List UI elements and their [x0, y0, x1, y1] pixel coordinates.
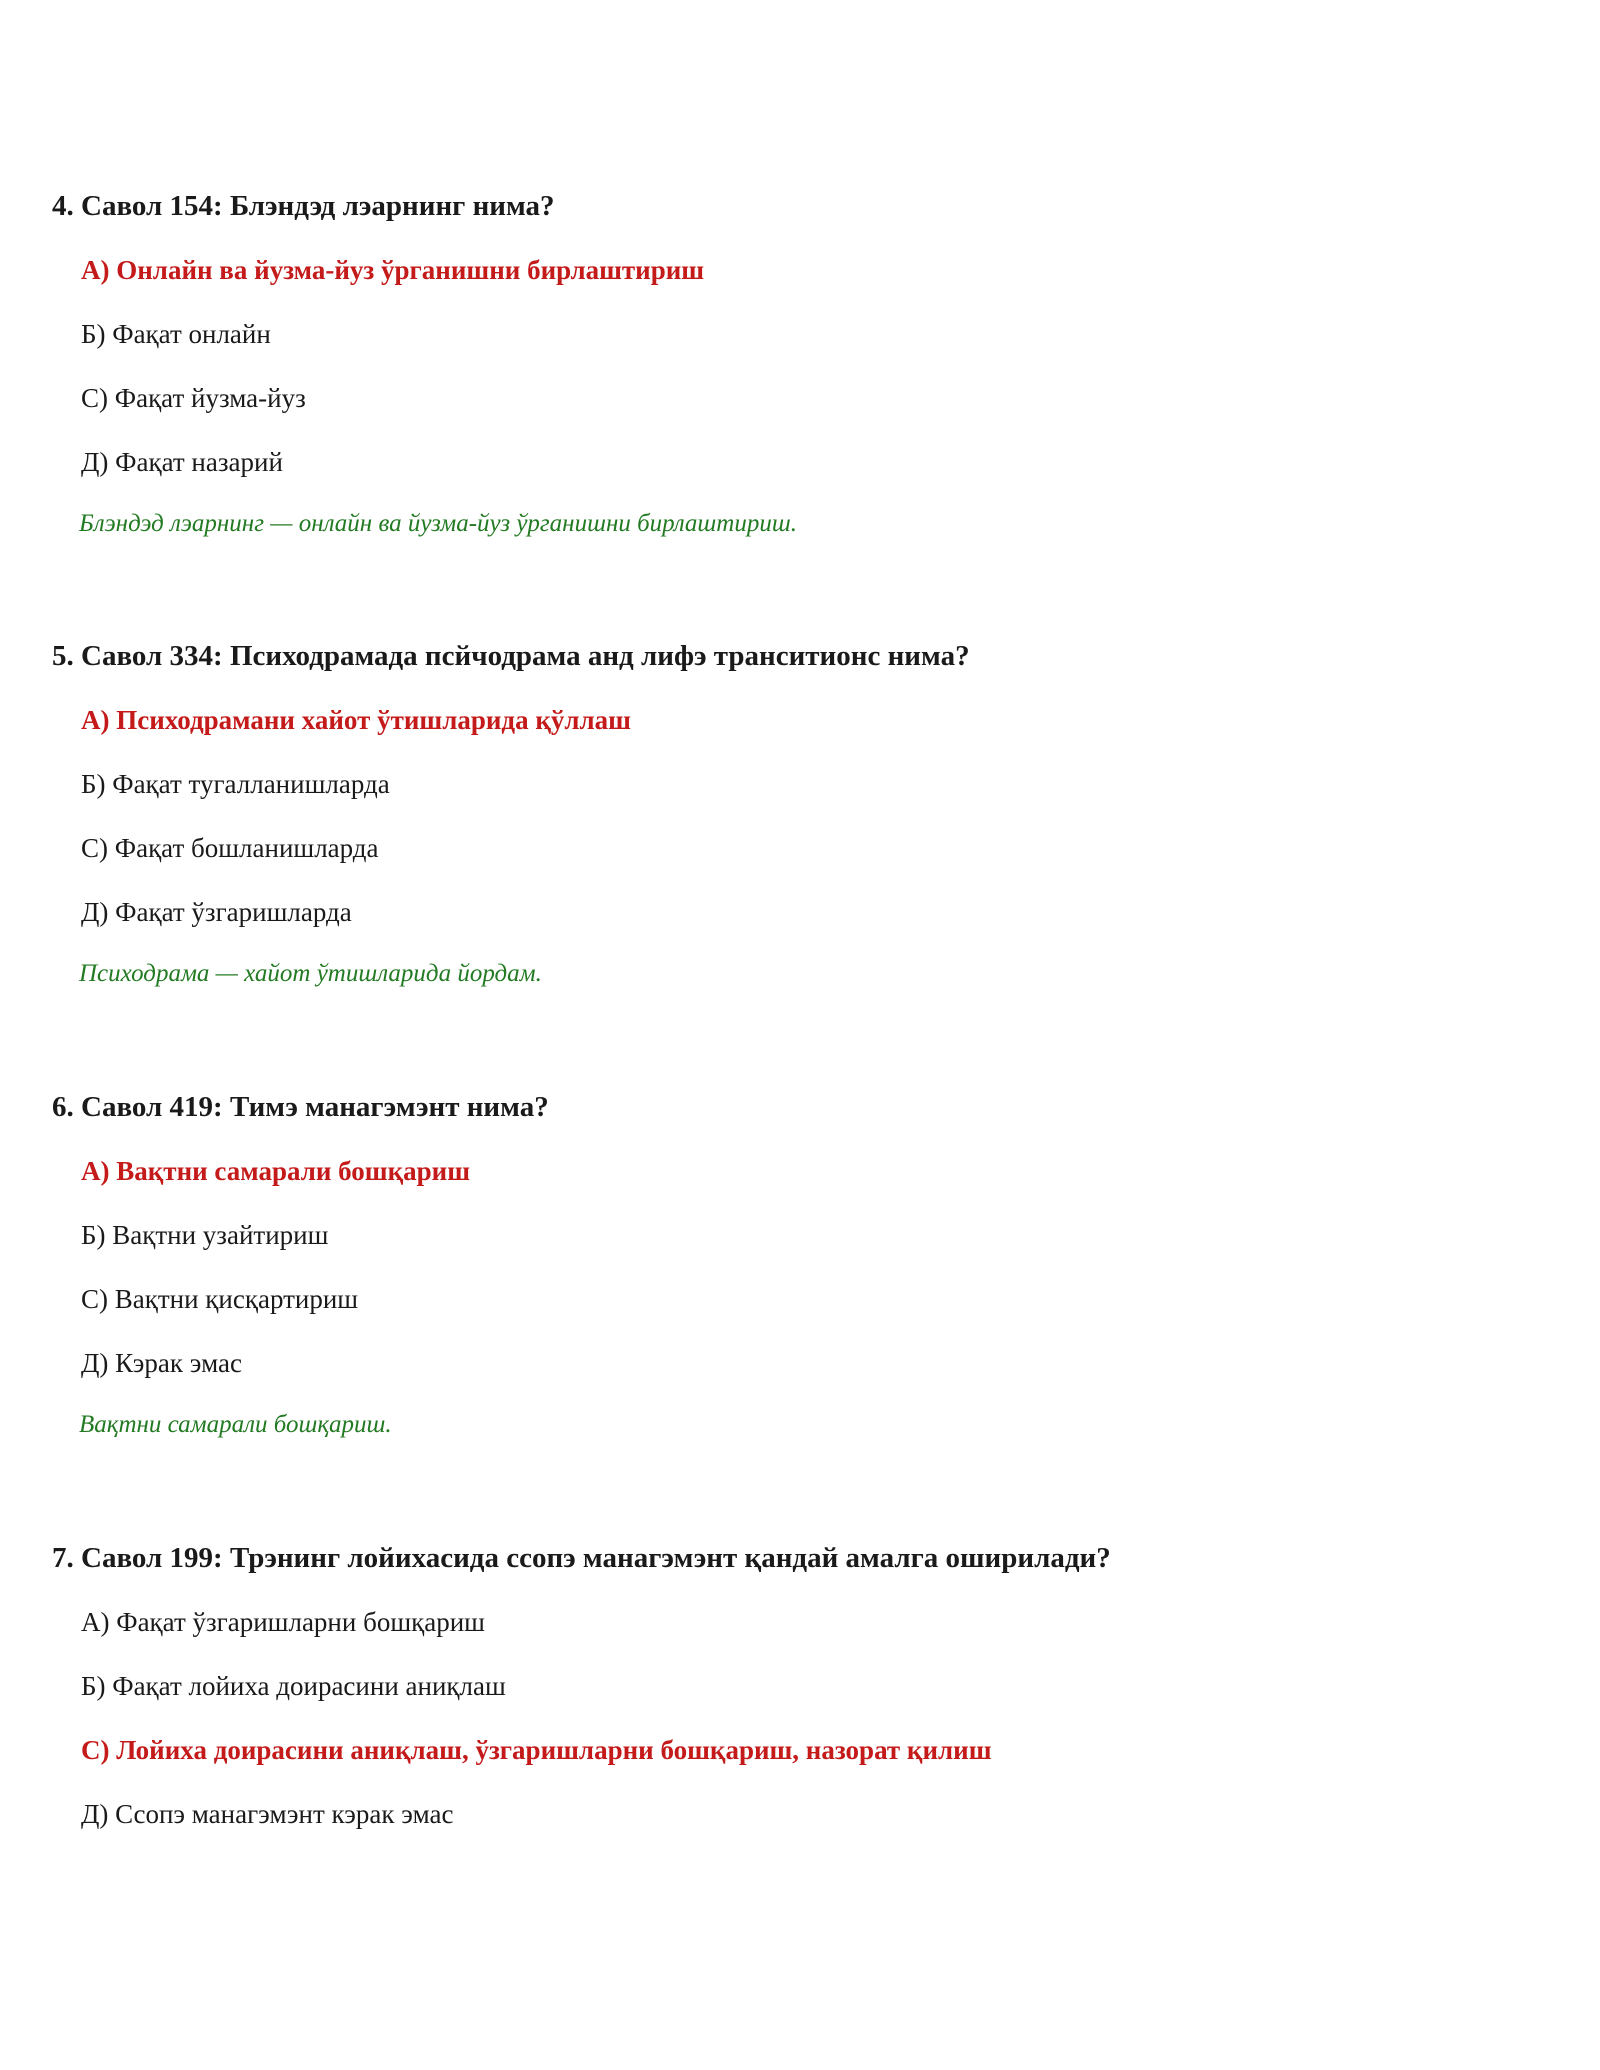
answer-option-b: Б) Фақат лойиха доирасини аниқлаш — [81, 1671, 506, 1701]
answer-option-c: С) Фақат бошланишларда — [81, 833, 379, 863]
question-title: 4. Савол 154: Блэндэд лэарнинг нима? — [52, 190, 555, 222]
answer-explanation: Психодрама — хайот ўтишларида йордам. — [79, 960, 542, 987]
answer-option-b: Б) Фақат тугалланишларда — [81, 769, 390, 799]
answer-explanation: Блэндэд лэарнинг — онлайн ва йузма-йуз ўрганишни бирлаштириш. — [79, 510, 797, 537]
answer-option-b: Б) Фақат онлайн — [81, 319, 271, 349]
answer-option-c: С) Фақат йузма-йуз — [81, 383, 306, 413]
answer-option-a: А) Онлайн ва йузма-йуз ўрганишни бирлаштириш — [81, 255, 705, 285]
answer-explanation: Вақтни самарали бошқариш. — [79, 1411, 392, 1438]
answer-option-d: Д) Фақат ўзгаришларда — [81, 897, 352, 927]
answer-option-c: С) Вақтни қисқартириш — [81, 1284, 359, 1314]
answer-option-d: Д) Ссопэ манагэмэнт кэрак эмас — [81, 1799, 454, 1829]
answer-option-c: С) Лойиха доирасини аниқлаш, ўзгаришларни бошқариш, назорат қилиш — [81, 1735, 992, 1765]
answer-option-d: Д) Фақат назарий — [81, 447, 283, 477]
answer-option-a: А) Психодрамани хайот ўтишларида қўллаш — [81, 705, 631, 735]
answer-option-a: А) Фақат ўзгаришларни бошқариш — [81, 1607, 485, 1637]
question-title: 7. Савол 199: Трэнинг лойихасида ссопэ манагэмэнт қандай амалга оширилади? — [52, 1542, 1111, 1574]
question-title: 5. Савол 334: Психодрамада псйчодрама анд лифэ транситионс нима? — [52, 640, 970, 672]
answer-option-b: Б) Вақтни узайтириш — [81, 1220, 329, 1250]
answer-option-a: А) Вақтни самарали бошқариш — [81, 1156, 471, 1186]
question-title: 6. Савол 419: Тимэ манагэмэнт нима? — [52, 1091, 549, 1123]
answer-option-d: Д) Кэрак эмас — [81, 1348, 242, 1378]
